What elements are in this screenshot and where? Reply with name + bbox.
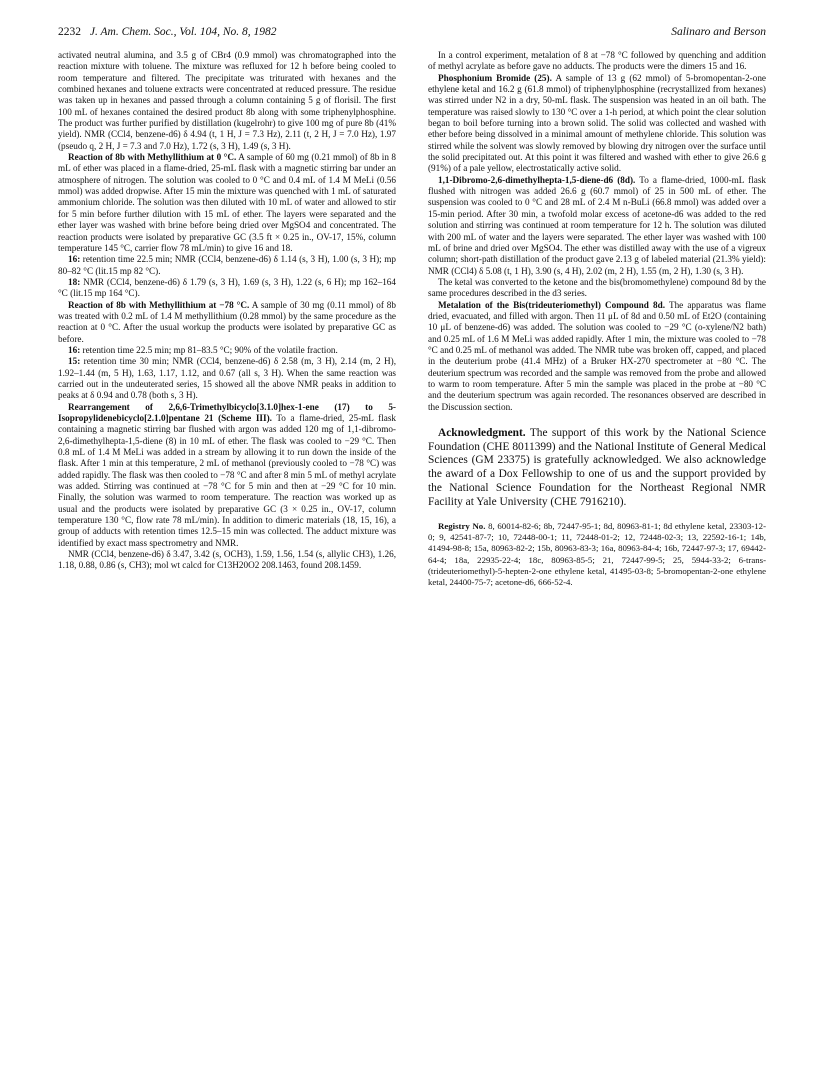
paragraph-text: NMR (CCl4, benzene-d6) δ 1.79 (s, 3 H), 1.69 (s, 3 H), 1.22 (s, 6 H); mp 162–164 °C (lit.15 mp 164 °C). [58,276,396,299]
paragraph [58,50,396,152]
paragraph-text: activated neutral alumina, and 3.5 g of CBr4 (0.9 mmol) was chromatographed into the reaction mixture with toluene. The mixture was refluxed for 12 h before being cooled to room temperature and filtered. The precipitate was triturated with hexanes and the combined hexanes and toluene extracts were concentrated at reduced pressure. The residue was taken up in hexanes and passed through a column containing 5 g of florisil. The first 100 mL of hexanes contained the desired product 8b along with some triphenylphosphine. The product was further purified by distillation (kugelrohr) to give 100 mg of pure 8b (41% yield). NMR (CCl4, benzene-d6) δ 4.94 (t, 1 H, J = 7.3 Hz), 2.11 (t, 2 H, J = 7.0 Hz), 1.97 (pseudo q, 2 H, J = 7.3 and 7.0 Hz), 1.72 (s, 3 H), 1.49 (s, 3 H). [58,50,396,151]
paragraph-text: In a control experiment, metalation of 8 at −78 °C followed by quenching and addition of methyl acrylate as before gave no adducts. The products were the dimers 15 and 16. [428,50,766,72]
compound-label: 16: [68,254,81,265]
section-heading: Reaction of 8b with Methyllithium at 0 °C. [68,152,237,163]
paragraph [58,402,396,549]
paragraph-text: A sample of 30 mg (0.11 mmol) of 8b was treated with 0.2 mL of 1.4 M methyllithium (0.28 mmol) by the same procedure as the reaction at 0 °C. After the usual workup the products were isolated by preparative GC as before. [58,299,396,344]
paragraph-text: A sample of 60 mg (0.21 mmol) of 8b in 8 mL of ether was placed in a flame-dried, 25-mL flask with a magnetic stirring bar under an atmosphere of nitrogen. The solution was cooled to 0 °C and 0.4 mL of 1.4 M MeLi (0.56 mmol) was added dropwise. After 15 min the mixture was quenched with 1 mL of saturated ammonium chloride. The solution was then diluted with 10 mL of water and allowed to stir for 5 min before further dilution with 15 mL of ether. The layers were separated and the ether layer was washed with brine before being dried over MgSO4 and concentrated. The reaction products were isolated by preparative GC (3.5 ft × 0.25 in., OV-17, 15%, column temperature 145 °C, carrier flow 78 mL/min) to give 16 and 18. [58,152,396,253]
paragraph-text: retention time 22.5 min; mp 81–83.5 °C; 90% of the volatile fraction. [80,344,338,355]
section-heading: 1,1-Dibromo-2,6-dimethylhepta-1,5-diene-d6 (8d). [438,174,636,185]
paragraph [58,345,396,356]
paragraph-text: To a flame-dried, 25-mL flask containing a magnetic stirring bar flushed with argon was added 120 mg of 1,1-dibromo-2,6-dimethylhepta-1,5-diene (8) in 10 mL of ether. The flask was cooled to −29 °C. Then 0.8 mL of 1.4 M MeLi was added in a stream by allowing it to run down the inside of the flask. After 1 min at this temperature, 2 mL of methanol (previously cooled to −78 °C) was added rapidly. The flask was then cooled to −78 °C and after 8 min 5 mL of methyl acrylate was added. Stirring was continued at −78 °C for 5 min and then at −29 °C for 10 min. Finally, the solution was warmed to room temperature. The reaction was worked up as usual and the products were isolated by preparative GC (3 × 0.25 in., OV-17, column temperature 130 °C, flow rate 78 mL/min). In addition to dimeric materials (18, 15, 16), a group of adducts with retention times 12.5–15 min was collected. The adduct mixture was identified by exact mass spectrometry and NMR. [58,413,396,548]
compound-label: 15: [68,356,81,367]
page-header [58,26,766,40]
paragraph [428,277,766,300]
paragraph [58,356,396,401]
paragraph [58,300,396,345]
acknowledgment-heading: Acknowledgment. [438,427,526,439]
journal-citation: J. Am. Chem. Soc., Vol. 104, No. 8, 1982 [89,26,277,38]
paragraph-text: retention time 22.5 min; NMR (CCl4, benzene-d6) δ 1.14 (s, 3 H), 1.00 (s, 3 H); mp 80–82 °C (lit.15 mp 82 °C). [58,254,396,276]
paragraph-text: To a flame-dried, 1000-mL flask flushed with nitrogen was added 26.6 g (60.7 mmol) of 25 in 500 mL of ether. The suspension was cooled to 0 °C and 28 mL of 2.4 M n-BuLi (66.8 mmol) was added over a 15-min period. After 30 min, a twofold molar excess of acetone-d6 was added to the red solution and stirring was continued at room temperature for 12 h. The solution was diluted with 200 mL of water and the layers were separated. The ether layer was washed with 100 mL of brine and dried over MgSO4. The ether was distilled away with the use of a vigreux column; short-path distillation of the product gave 2.13 g of labeled material (21.3% yield): NMR (CCl4) δ 5.08 (t, 1 H), 3.90 (s, 4 H), 2.02 (m, 2 H), 1.55 (m, 2 H), 1.30 (s, 3 H). [428,174,766,276]
compound-label: 18: [68,276,81,287]
registry-numbers [428,521,766,588]
registry-heading: Registry No. [438,521,486,532]
paragraph [58,277,396,300]
paragraph-text: retention time 30 min; NMR (CCl4, benzene-d6) δ 2.58 (m, 3 H), 2.14 (m, 2 H), 1.92–1.44 (m, 5 H), 1.63, 1.17, 1.12, and 0.67 (all s, 3 H). When the same reaction was carried out in the undeuterated series, 15 showed all the above NMR peaks in addition to peaks at δ 0.94 and 0.78 (both s, 3 H). [58,356,396,401]
paragraph [58,549,396,572]
header-left [58,26,277,38]
section-heading: Reaction of 8b with Methyllithium at −78 °C. [68,299,250,310]
paragraph [428,50,766,73]
paragraph-text: NMR (CCl4, benzene-d6) δ 3.47, 3.42 (s, OCH3), 1.59, 1.56, 1.54 (s, allylic CH3), 1.26, 1.18, 0.88, 0.86 (s, CH3); mol wt calcd for C13H20O2 208.1463, found 208.1459. [58,549,396,571]
acknowledgment-text: The support of this work by the National Science Foundation (CHE 8011399) and the National Institute of General Medical Sciences (GM 23375) is gratefully acknowledged. We also acknowledge the award of a Dox Fellowship to one of us and the support provided by the National Science Foundation for the Northeast Regional NMR Facility at Yale University (CHE 7916210). [428,427,766,508]
paragraph-text: The ketal was converted to the ketone and the bis(bromomethylene) compound 8d by the same procedures described in the d3 series. [428,276,766,299]
paragraph-text: A sample of 13 g (62 mmol) of 5-bromopentan-2-one ethylene ketal and 16.2 g (61.8 mmol) of triphenylphosphine (recrystallized from hexanes) was stirred under N2 in a dry, 50-mL flask. The suspension was heated in an oil bath. The temperature was raised slowly to 130 °C over a 1-h period, at which point the clear solution began to boil before turning into a brown solid. The solid was collected and washed with ether before being dissolved in a minimal amount of methylene chloride. This solution was stirred while the solvent was slowly removed by blowing dry nitrogen over the surface until the solid precipitated out. At this point it was filtered and washed with ether to give 26.6 g (91%) of a pale yellow, electrostatically active solid. [428,72,766,174]
right-column [428,50,766,588]
paragraph [428,300,766,413]
paragraph [58,254,396,277]
paragraph [58,152,396,254]
paragraph [428,73,766,175]
left-column [58,50,396,572]
paragraph [428,175,766,277]
section-heading: Metalation of the Bis(trideuteriomethyl) Compound 8d. [438,299,666,310]
registry-text: 8, 60014-82-6; 8b, 72447-95-1; 8d, 80963-81-1; 8d ethylene ketal, 23303-12-0; 9, 42541-87-7; 10, 72448-00-1; 11, 72448-01-2; 12, 72448-02-3; 13, 22592-16-1; 14b, 41494-98-8; 15a, 80963-82-2; 15b, 80963-83-3; 16a, 80963-84-4; 16b, 72447-97-3; 17, 69442-64-4; 18a, 22935-22-4; 18c, 80963-85-5; 21, 72447-99-5; 25, 5944-33-2; 6-trans-(trideuteriomethyl)-5-hepten-2-one ethylene ketal, 41495-03-8; 5-bromopentan-2-one ethylene ketal, 24400-75-7; acetone-d6, 666-52-4. [428,521,766,587]
paragraph-text: The apparatus was flame dried, evacuated, and filled with argon. Then 11 μL of 8d and 0.50 mL of Et2O (containing 10 μL of benzene-d6) was added. The solution was cooled to −29 °C (o-xylene/N2 bath) and 0.25 mL of 1.6 M MeLi was added rapidly. After 1 min, the mixture was cooled to −78 °C and 0.25 mL of methanol was added. The NMR tube was broken off, capped, and placed in the deuterium probe (41.4 MHz) of a Bruker HX-270 spectrometer at −80 °C. The deuterium spectrum was recorded and the sample was removed from the probe and allowed to warm to room temperature. After 5 min the sample was placed in the probe at −80 °C and the deuterium spectrum was again recorded. The resonances observed are described in the Discussion section. [428,299,766,412]
running-authors: Salinaro and Berson [671,26,766,38]
section-heading: Rearrangement of 2,6,6-Trimethylbicyclo[3.1.0]hex-1-ene (17) to 5-Isopropylidenebicyclo[2.1.0]pentane 21 (Scheme III). [58,401,396,423]
section-heading: Phosphonium Bromide (25). [438,72,552,83]
page-number: 2232 [58,26,81,38]
acknowledgment [428,427,766,509]
compound-label: 16: [68,344,81,355]
